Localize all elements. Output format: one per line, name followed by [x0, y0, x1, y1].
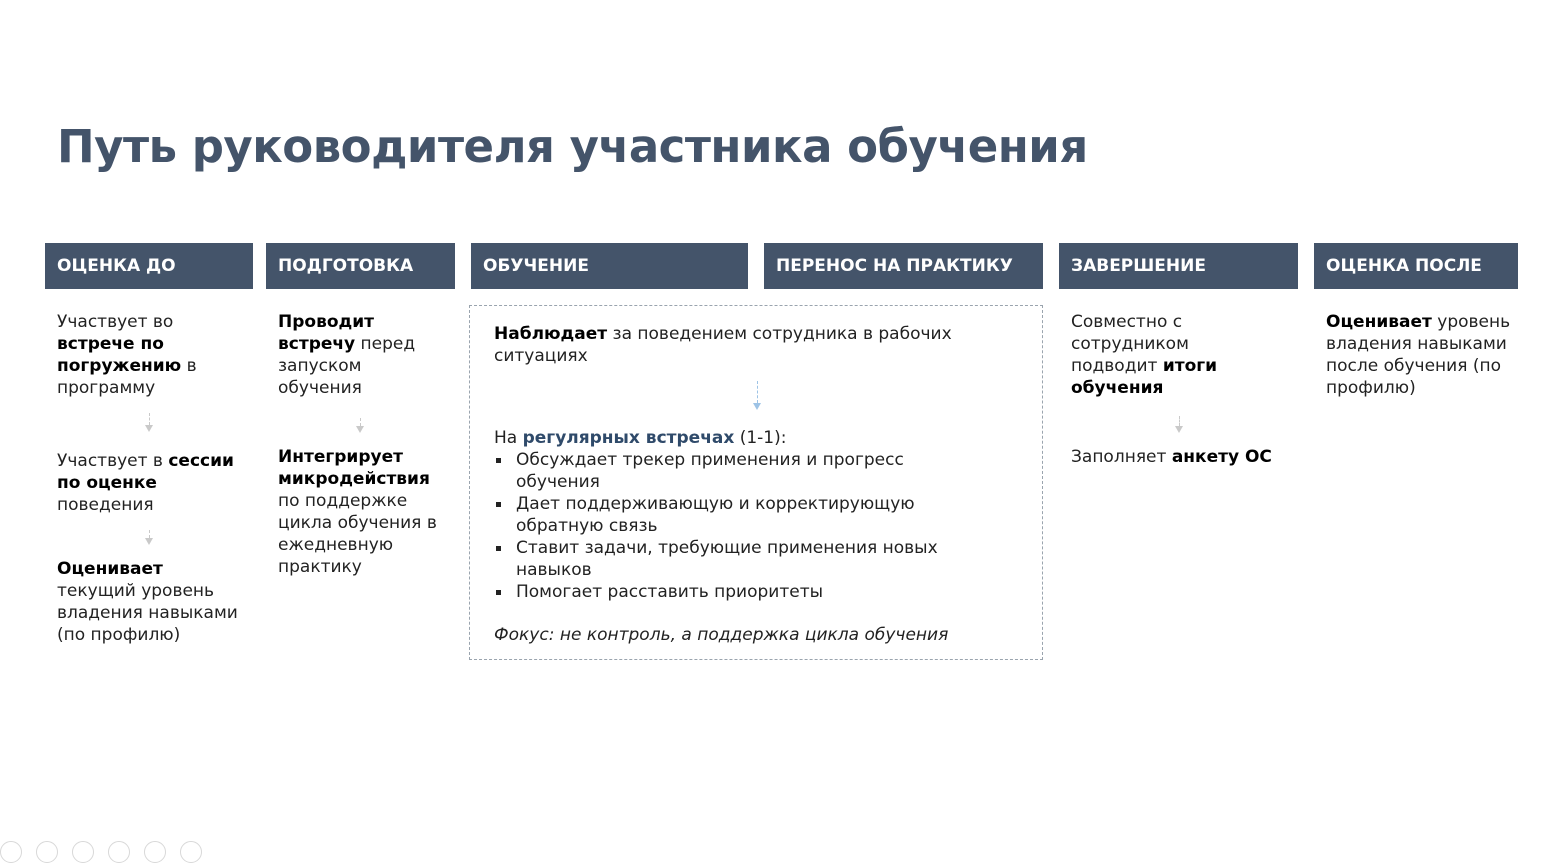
- text-part: Участвует во: [57, 312, 174, 332]
- text-part: Совместно с сотрудником подводит: [1071, 312, 1189, 376]
- podgotovka-step-2: [278, 446, 448, 578]
- perenos-observe: [494, 323, 1004, 367]
- toolbar-circle-icon[interactable]: [72, 841, 94, 863]
- meeting-actions-list: [494, 449, 964, 603]
- text-bold: анкету ОС: [1171, 447, 1272, 467]
- toolbar-circle-icon[interactable]: [36, 841, 58, 863]
- text-part: уровень владения навыками после обучения (по профилю): [1326, 312, 1511, 398]
- perenos-meetings: [494, 427, 1014, 449]
- toolbar-circle-icon[interactable]: [180, 841, 202, 863]
- stage-header-podgotovka: ПОДГОТОВКА: [266, 243, 455, 289]
- toolbar-circle-icon[interactable]: [144, 841, 166, 863]
- toolbar-circle-icon[interactable]: [0, 841, 22, 863]
- list-item: Помогает расставить приоритеты: [494, 581, 964, 603]
- toolbar-circle-icon[interactable]: [108, 841, 130, 863]
- podgotovka-step-1: [278, 311, 438, 399]
- text-bold-blue: регулярных встречах: [522, 428, 735, 448]
- stage-header-ocenka-do: ОЦЕНКА ДО: [45, 243, 253, 289]
- stage-header-obuchenie: ОБУЧЕНИЕ: [471, 243, 748, 289]
- zavershenie-step-2: [1071, 446, 1301, 468]
- list-item: Дает поддерживающую и корректирующую обратную связь: [494, 493, 964, 537]
- page-title: Путь руководителя участника обучения: [57, 120, 1088, 173]
- stage-header-ocenka-posle: ОЦЕНКА ПОСЛЕ: [1314, 243, 1518, 289]
- ocenka-posle-step-1: [1326, 311, 1516, 399]
- text-bold: Проводит встречу: [278, 312, 375, 354]
- text-part: в программу: [57, 356, 197, 398]
- text-bold: встрече по погружению: [57, 334, 182, 376]
- text-bold: сессии по оценке: [57, 451, 234, 493]
- text-part: Участвует в: [57, 451, 169, 471]
- text-part: поведения: [57, 495, 154, 515]
- text-part: перед запуском обучения: [278, 334, 416, 398]
- text-bold: Оценивает: [57, 559, 163, 579]
- text-bold: Оценивает: [1326, 312, 1432, 332]
- list-item: Ставит задачи, требующие применения новых навыков: [494, 537, 964, 581]
- text-part: по поддержке цикла обучения в ежедневную практику: [278, 491, 437, 577]
- text-part: текущий уровень владения навыками (по профилю): [57, 581, 238, 645]
- text-part: за поведением сотрудника в рабочих ситуациях: [494, 324, 952, 366]
- list-item: Обсуждает трекер применения и прогресс обучения: [494, 449, 964, 493]
- text-bold: Наблюдает: [494, 324, 608, 344]
- focus-note: Фокус: не контроль, а поддержка цикла обучения: [494, 625, 949, 645]
- zavershenie-step-1: [1071, 311, 1261, 399]
- stage-header-zavershenie: ЗАВЕРШЕНИЕ: [1059, 243, 1298, 289]
- ocenka-do-step-3: [57, 558, 242, 646]
- text-bold: Интегрирует микродействия: [278, 447, 430, 489]
- slide-toolbar: [0, 841, 202, 863]
- text-bold: итоги обучения: [1071, 356, 1218, 398]
- text-part: На: [494, 428, 523, 448]
- text-part: (1-1):: [734, 428, 787, 448]
- ocenka-do-step-1: [57, 311, 242, 399]
- text-part: Заполняет: [1071, 447, 1172, 467]
- stage-header-perenos: ПЕРЕНОС НА ПРАКТИКУ: [764, 243, 1043, 289]
- ocenka-do-step-2: [57, 450, 247, 516]
